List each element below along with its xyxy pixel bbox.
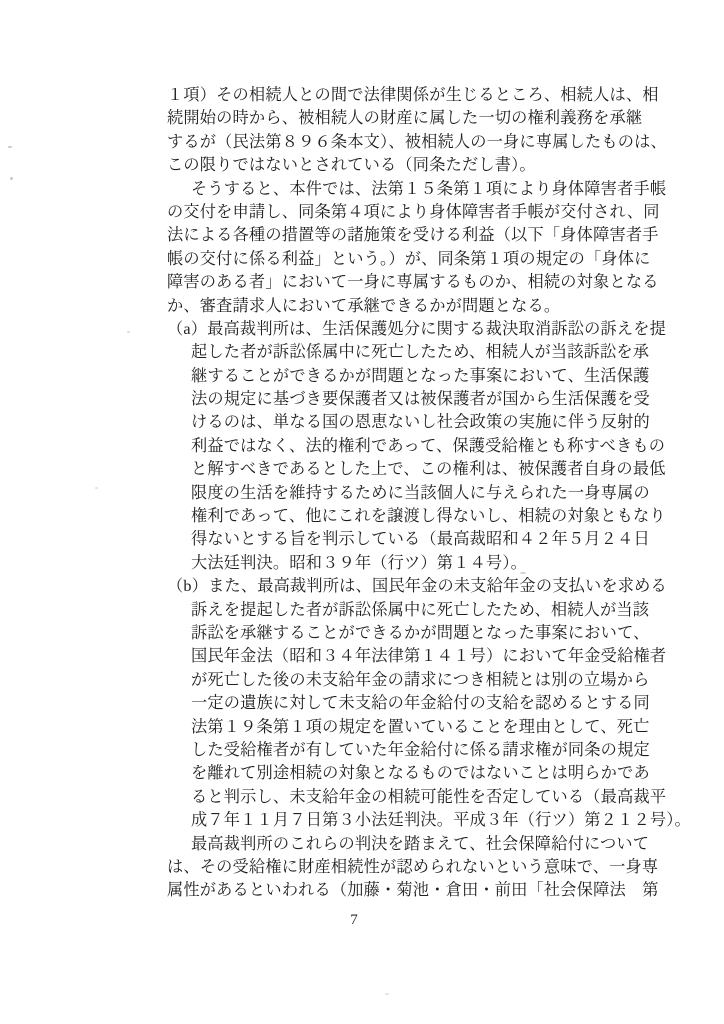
text-line: １項）その相続人との間で法律関係が生じるところ、相続人は、相 <box>167 86 659 104</box>
text-line: 訴えを提起した者が訴訟係属中に死亡したため、相続人が当該 <box>191 600 650 619</box>
scan-noise-speck <box>8 146 12 148</box>
text-line: 最高裁判所のこれらの判決を踏まえて、社会保障給付について <box>191 834 650 853</box>
text-line: か、審査請求人において承継できるかが問題となる。 <box>167 296 561 315</box>
text-line: の交付を申請し、同条第４項により身体障害者手帳が交付され、同 <box>167 202 660 221</box>
text-line: （a）最高裁判所は、生活保護処分に関する裁決取消訴訟の訴えを提 <box>167 319 667 338</box>
text-line: 成７年１１月７日第３小法廷判決。平成３年（行ツ）第２１２号）。 <box>191 811 691 830</box>
text-line: 一定の遺族に対して未支給の年金給付の支給を認めるとする同 <box>191 694 650 713</box>
text-line: が死亡した後の未支給年金の請求につき相続とは別の立場から <box>191 670 650 689</box>
text-line: は、その受給権に財産相続性が認められないという意味で、一身専 <box>167 857 659 876</box>
paragraph-item-b <box>167 575 691 832</box>
scan-noise-speck <box>385 993 389 995</box>
text-line: 訴訟を承継することができるかが問題となった事案において、 <box>191 623 650 642</box>
scan-noise-speck <box>95 487 98 489</box>
paragraph-continuation <box>167 84 667 178</box>
text-line: するが（民法第８９６条本文）、被相続人の一身に専属したものは、 <box>167 132 667 151</box>
text-line: 得ないとする旨を判示している（最高裁昭和４２年５月２４日 <box>191 530 650 549</box>
text-line: この限りではないとされている（同条ただし書）。 <box>167 156 536 175</box>
paragraph-body <box>167 833 659 903</box>
text-line: 障害のある者」において一身に専属するものか、相続の対象となる <box>167 273 659 292</box>
text-line: 継することができるかが問題となった事案において、生活保護 <box>191 366 650 385</box>
text-line: （b）また、最高裁判所は、国民年金の未支給年金の支払いを求める <box>167 577 667 596</box>
text-line: 属性があるといわれる（加藤・菊池・倉田・前田「社会保障法 第 <box>167 881 659 900</box>
text-line: 法第１９条第１項の規定を置いていることを理由として、死亡 <box>191 717 650 736</box>
text-line: を離れて別途相続の対象となるものではないことは明らかであ <box>191 764 650 783</box>
text-line: 法の規定に基づき要保護者又は被保護者が国から生活保護を受 <box>191 390 650 409</box>
text-block <box>167 84 691 903</box>
text-line: 利益ではなく、法的権利であって、保護受給権とも称すべきもの <box>191 436 666 455</box>
text-line: 起した者が訴訟係属中に死亡したため、相続人が当該訴訟を承 <box>191 343 650 362</box>
text-line: 国民年金法（昭和３４年法律第１４１号）において年金受給権者 <box>191 647 667 666</box>
text-line: した受給権者が有していた年金給付に係る請求権が同条の規定 <box>191 740 650 759</box>
scan-noise-speck <box>10 177 13 180</box>
text-line: 大法廷判決。昭和３９年（行ツ）第１４号）。 <box>191 553 528 572</box>
text-line: 権利であって、他にこれを譲渡し得ないし、相続の対象ともなり <box>191 507 666 526</box>
text-line: 帳の交付に係る利益」という。）が、同条第１項の規定の「身体に <box>167 249 651 268</box>
paragraph-body <box>167 178 667 318</box>
text-line: 限度の生活を維持するために当該個人に与えられた一身専属の <box>191 483 650 502</box>
text-line: と解すべきであるとした上で、この権利は、被保護者自身の最低 <box>191 460 666 479</box>
text-line: ると判示し、未支給年金の相続可能性を否定している（最高裁平 <box>191 787 667 806</box>
paragraph-item-a <box>167 318 667 575</box>
text-line: けるのは、単なる国の恩恵ないし社会政策の実施に伴う反射的 <box>191 413 650 432</box>
scan-noise-speck <box>127 331 130 333</box>
text-line: 続開始の時から、被相続人の財産に属した一切の権利義務を承継 <box>167 109 643 128</box>
text-line: そうすると、本件では、法第１５条第１項により身体障害者手帳 <box>191 179 667 198</box>
page-number: 7 <box>350 912 358 928</box>
text-line: 法による各種の措置等の諸施策を受ける利益（以下「身体障害者手 <box>167 226 659 245</box>
